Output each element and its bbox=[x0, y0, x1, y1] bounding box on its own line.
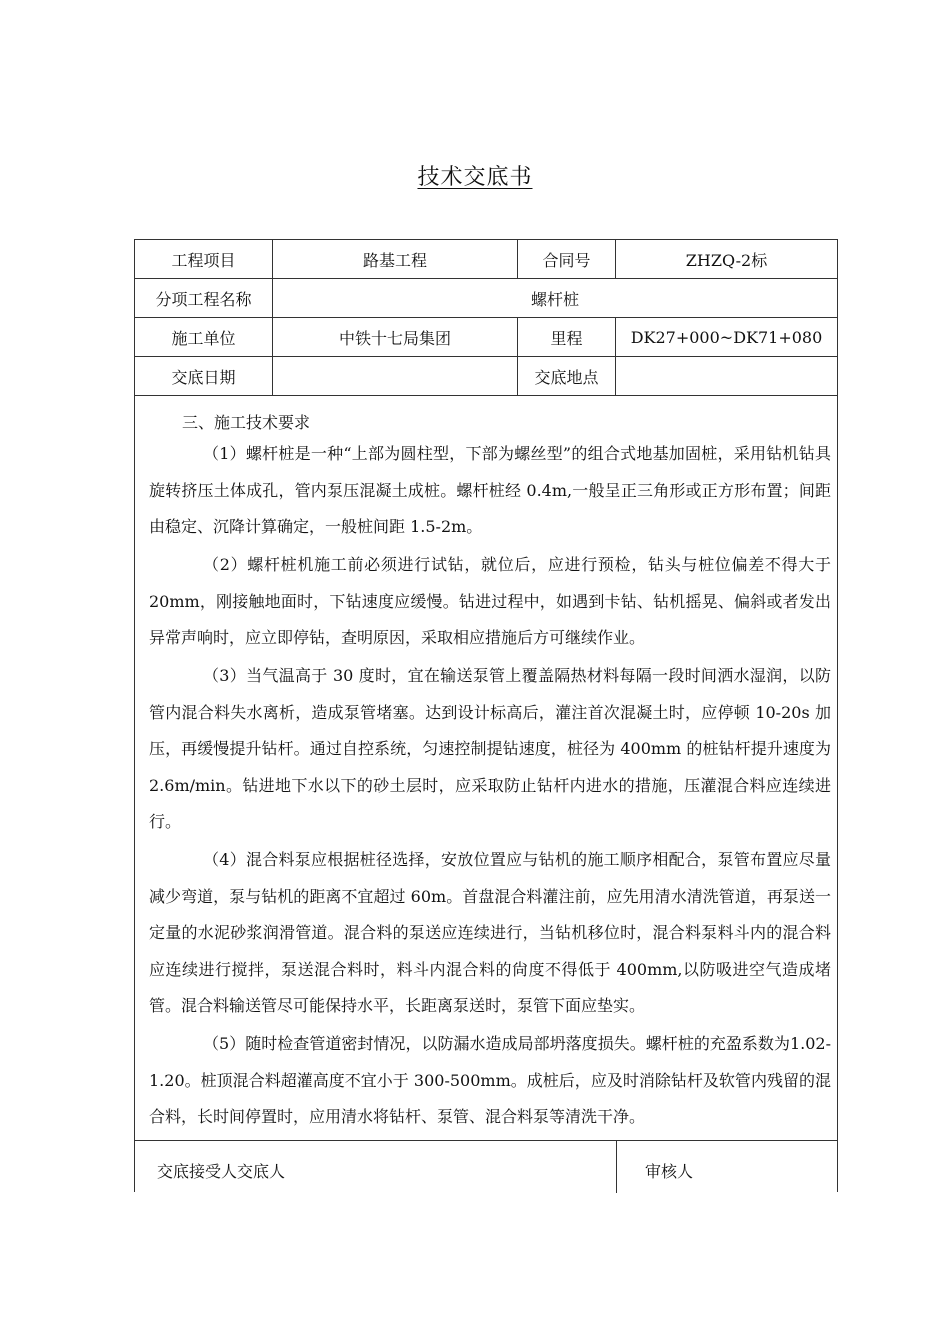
paragraph-5: （5）随时检查管道密封情况，以防漏水造成局部坍落度损失。螺杆桩的充盈系数为1.02-1.20。桩顶混合料超灌高度不宜小于 300-500mm。成桩后，应及时消除钻杆及软管内残留的混合料，长时间停置时，应用清水将钻杆、泵管、混合料泵等清洗干净。 bbox=[149, 1034, 831, 1127]
label-mileage: 里程 bbox=[518, 318, 616, 356]
row-date bbox=[135, 357, 837, 396]
signature-row bbox=[135, 1141, 837, 1193]
signature-receiver-label: 交底接受人交底人 bbox=[157, 1162, 286, 1181]
section-heading: 三、施工技术要求 bbox=[182, 413, 311, 432]
value-unit: 中铁十七局集团 bbox=[273, 318, 518, 356]
signature-divider bbox=[616, 1141, 617, 1193]
label-unit: 施工单位 bbox=[135, 318, 273, 356]
paragraph-2: （2）螺杆桩机施工前必须进行试钻，就位后，应进行预检，钻头与桩位偏差不得大于20mm，刚接触地面时，下钻速度应缓慢。钻进过程中，如遇到卡钻、钻机摇晃、偏斜或者发出异常声响时，应立即停钻，查明原因，采取相应措施后方可继续作业。 bbox=[149, 555, 831, 648]
row-project bbox=[135, 240, 837, 279]
paragraph-4: （4）混合料泵应根据桩径选择，安放位置应与钻机的施工顺序相配合，泵管布置应尽量减少弯道，泵与钻机的距离不宜超过 60m。首盘混合料灌注前，应先用清水清洗管道，再泵送一定量的水泥砂浆润滑管道。混合料的泵送应连续进行，当钻机移位时，混合料泵料斗内的混合料应连续进行搅拌，泵送混合料时，料斗内混合料的尙度不得低于 400mm,以防吸进空气造成堵管。混合料输送管尽可能保持水平，长距离泵送时，泵管下面应垫实。 bbox=[149, 850, 831, 1016]
label-project: 工程项目 bbox=[135, 240, 273, 278]
value-location bbox=[616, 357, 837, 395]
value-subitem: 螺杆桩 bbox=[530, 289, 579, 309]
paragraph-3: （3）当气温高于 30 度时，宜在输送泵管上覆盖隔热材料每隔一段时间洒水湿润，以防管内混合料失水离析，造成泵管堵塞。达到设计标高后，灌注首次混凝土时，应停顿 10-20s 加压，再缓慢提升钻杆。通过自控系统，匀速控制提钻速度，桩径为 400mm 的桩钻杆提升速度为 2.6m/min。钻进地下水以下的砂土层时，应采取防止钻杆内进水的措施，压灌混合料应连续进行。 bbox=[149, 666, 831, 832]
label-date: 交底日期 bbox=[135, 357, 273, 395]
paragraph-1: （1）螺杆桩是一种“上部为圆柱型，下部为螺丝型”的组合式地基加固桩，采用钻机钻具旋转挤压土体成孔，管内泵压混凝土成桩。螺杆桩经 0.4m,一般呈正三角形或正方形布置；间距由稳定、沉降计算确定，一般桩间距 1.5-2m。 bbox=[149, 444, 831, 537]
technical-requirements bbox=[135, 396, 837, 1141]
value-contract-no: ZHZQ-2标 bbox=[685, 250, 768, 270]
label-subitem: 分项工程名称 bbox=[135, 279, 273, 317]
label-contract-no: 合同号 bbox=[518, 240, 616, 278]
value-project: 路基工程 bbox=[273, 240, 518, 278]
value-mileage: DK27+000~DK71+080 bbox=[630, 327, 823, 347]
value-date bbox=[273, 357, 518, 395]
document-title-text: 技术交底书 bbox=[417, 165, 533, 190]
disclosure-form-table bbox=[134, 239, 838, 1192]
row-subitem bbox=[135, 279, 837, 318]
row-unit bbox=[135, 318, 837, 357]
label-location: 交底地点 bbox=[518, 357, 616, 395]
document-title bbox=[0, 160, 950, 191]
signature-reviewer-label: 审核人 bbox=[645, 1162, 694, 1181]
